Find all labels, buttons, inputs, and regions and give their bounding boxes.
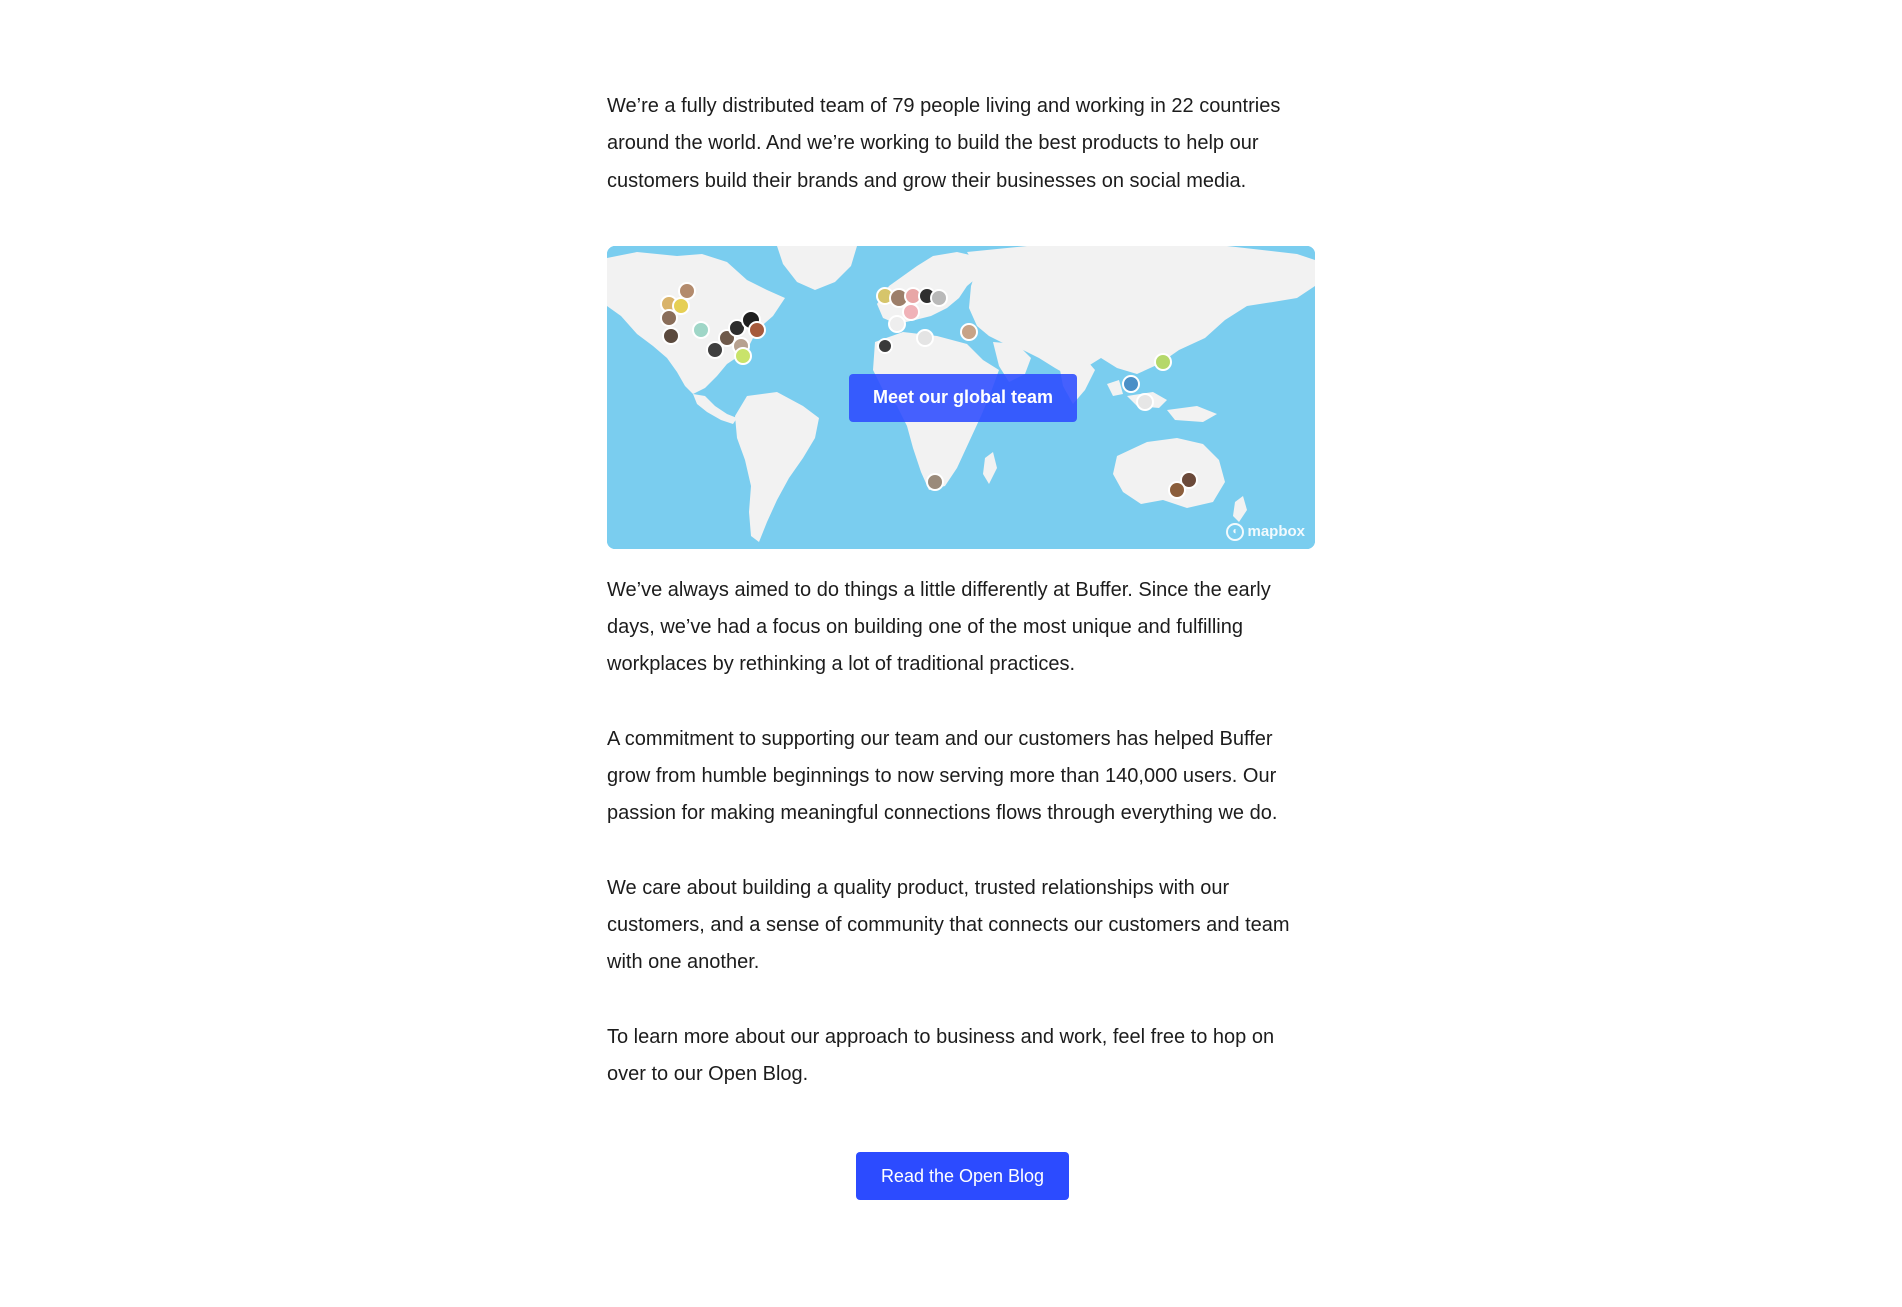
avatar-marker[interactable] (693, 322, 709, 338)
intro-paragraph: We’re a fully distributed team of 79 people living and working in 22 countries around the world. And we’re working to build the best products to help our customers build their brands and grow their businesses on social media. (607, 95, 1281, 192)
body-paragraph-1: We’ve always aimed to do things a little differently at Buffer. Since the early days, we’ve had a focus on building one of the most unique and fulfilling workplaces by rethinking a lot of traditional practices. (607, 578, 1271, 676)
body-paragraph-4: To learn more about our approach to business and work, feel free to hop on over to our Open Blog. (607, 1025, 1275, 1085)
avatar-marker[interactable] (1137, 394, 1153, 410)
avatar-marker[interactable] (1169, 482, 1185, 498)
avatar-marker[interactable] (735, 348, 751, 364)
avatar-marker[interactable] (889, 316, 905, 332)
avatar-marker[interactable] (1123, 376, 1139, 392)
mapbox-attribution-label: mapbox (1247, 523, 1305, 541)
avatar-marker[interactable] (661, 310, 677, 326)
avatar-marker[interactable] (679, 283, 695, 299)
avatar-marker[interactable] (673, 298, 689, 314)
main-content (607, 88, 1315, 1093)
meet-global-team-button[interactable]: Meet our global team (849, 374, 1077, 422)
avatar-marker[interactable] (663, 328, 679, 344)
avatar-marker[interactable] (878, 339, 892, 353)
read-open-blog-button[interactable]: Read the Open Blog (856, 1152, 1069, 1200)
avatar-marker[interactable] (903, 304, 919, 320)
avatar-marker[interactable] (749, 322, 765, 338)
body-paragraph-2: A commitment to supporting our team and our customers has helped Buffer grow from humble beginnings to now serving more than 140,000 users. Our passion for making meaningful connections flows through everything we do. (607, 727, 1278, 825)
avatar-marker[interactable] (707, 342, 723, 358)
avatar-marker[interactable] (1155, 354, 1171, 370)
avatar-marker[interactable] (917, 330, 933, 346)
body-paragraph-3: We care about building a quality product, trusted relationships with our customers, and a sense of community that connects our customers and team with one another. (607, 876, 1290, 974)
mapbox-attribution[interactable] (1226, 523, 1305, 541)
team-world-map[interactable] (607, 246, 1315, 549)
avatar-marker[interactable] (961, 324, 977, 340)
avatar-marker[interactable] (927, 474, 943, 490)
avatar-marker[interactable] (931, 290, 947, 306)
mapbox-logo-icon: ◐ (1226, 523, 1244, 541)
cta-container (856, 1152, 1069, 1200)
